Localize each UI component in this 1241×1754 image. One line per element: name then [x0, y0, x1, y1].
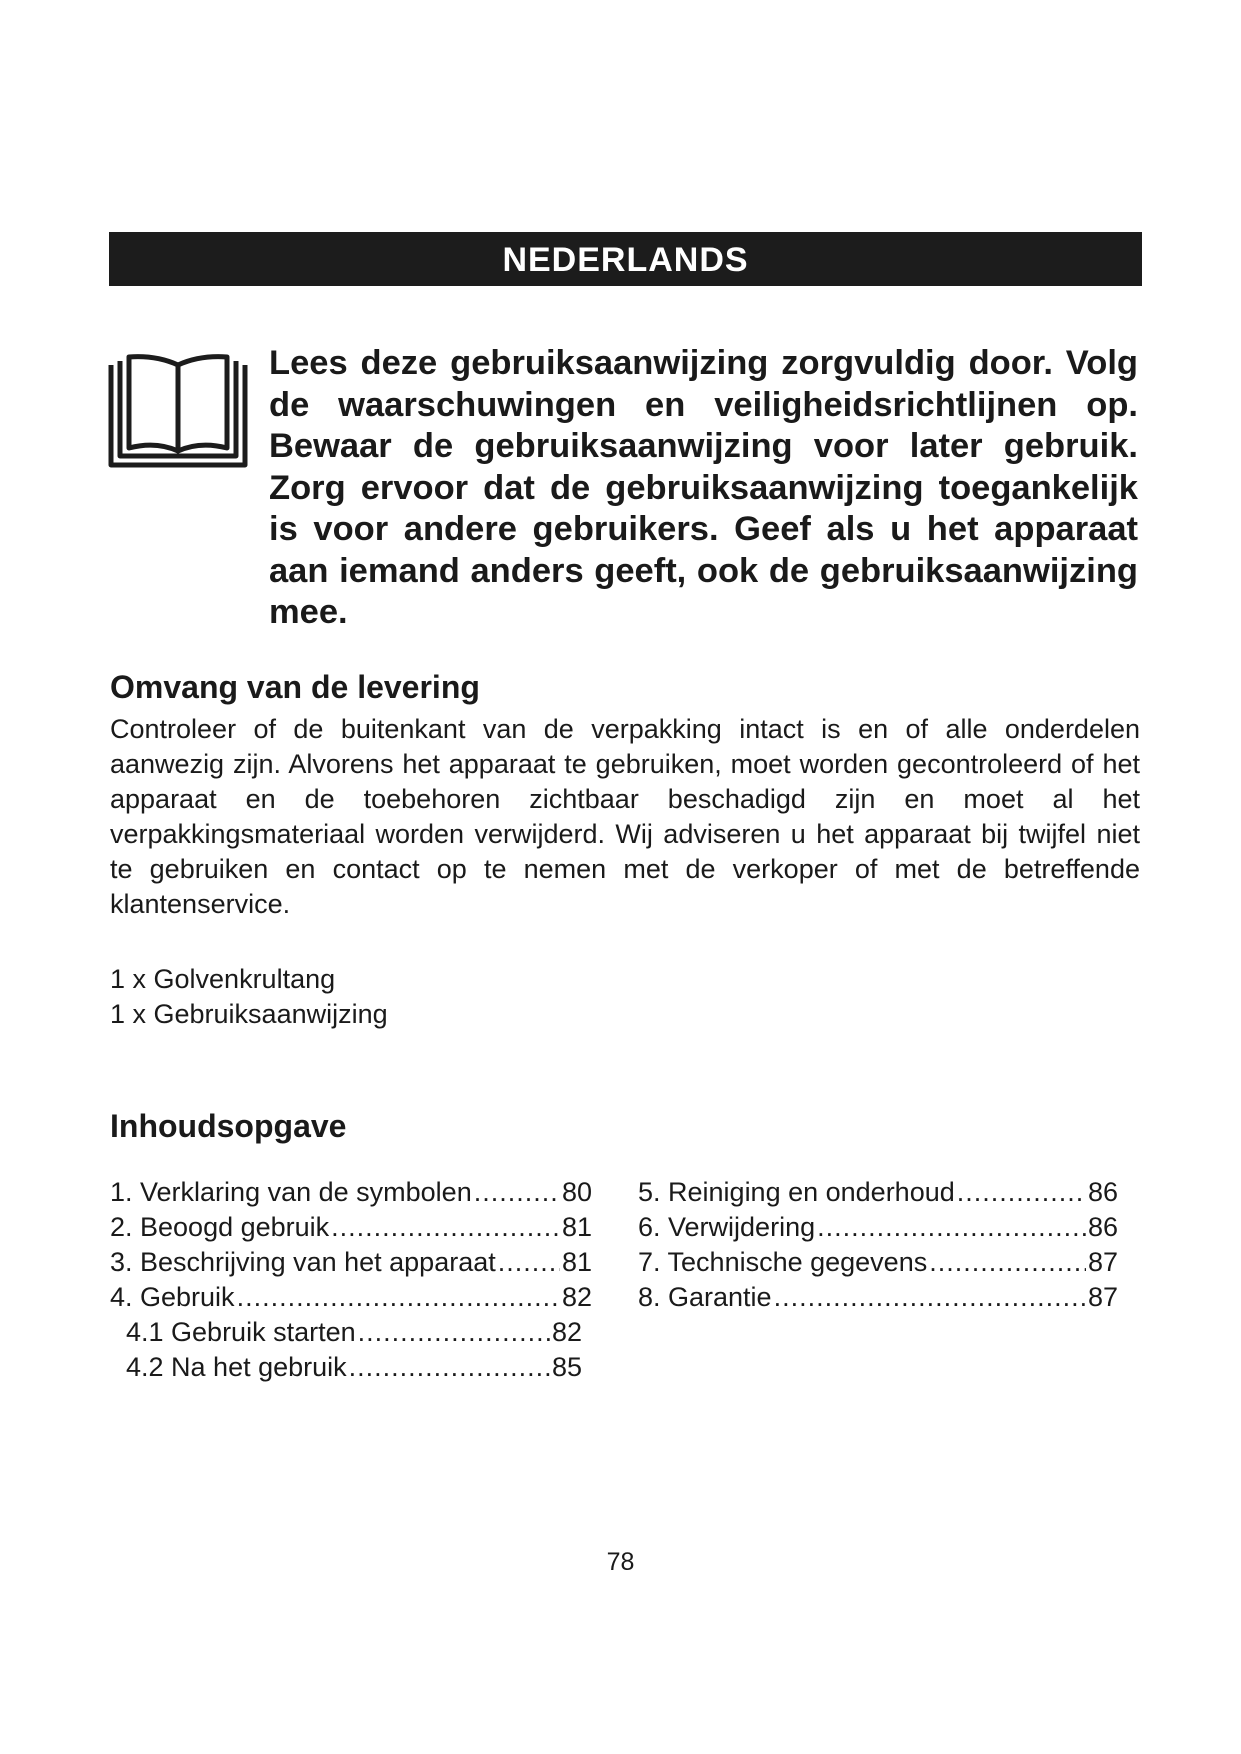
toc-leader	[331, 1210, 560, 1245]
toc-entry-label: 2. Beoogd gebruik	[110, 1212, 330, 1242]
toc-entry[interactable]	[638, 1280, 1118, 1315]
toc-entry[interactable]	[110, 1210, 592, 1245]
toc-left-column	[110, 1175, 592, 1385]
toc-leader	[237, 1280, 560, 1315]
toc-entry-label: 8. Garantie	[638, 1282, 772, 1312]
toc-leader	[474, 1175, 560, 1210]
toc-entry[interactable]	[110, 1280, 592, 1315]
toc-entry-page: 86	[1087, 1212, 1118, 1242]
toc-entry-page: 81	[561, 1247, 592, 1277]
toc-entry-page: 86	[1087, 1177, 1118, 1207]
toc-entry-label: 4.2 Na het gebruik	[126, 1352, 347, 1382]
toc-subentry[interactable]	[110, 1315, 582, 1350]
toc-entry[interactable]	[638, 1245, 1118, 1280]
toc-entry[interactable]	[638, 1210, 1118, 1245]
toc-entry-label: 3. Beschrijving van het apparaat	[110, 1247, 496, 1277]
toc-entry-page: 87	[1087, 1282, 1118, 1312]
page-number: 78	[606, 1548, 635, 1576]
toc-entry-label: 1. Verklaring van de symbolen	[110, 1177, 472, 1207]
toc-entry-page: 81	[561, 1212, 592, 1242]
toc-title: Inhoudsopgave	[110, 1108, 347, 1144]
toc-entry-page: 82	[561, 1282, 592, 1312]
toc-leader	[817, 1210, 1086, 1245]
toc-entry-page: 87	[1087, 1247, 1118, 1277]
toc-entry-page: 85	[551, 1352, 582, 1382]
toc-entry-label: 5. Reiniging en onderhoud	[638, 1177, 955, 1207]
toc-leader	[774, 1280, 1086, 1315]
toc-leader	[957, 1175, 1086, 1210]
toc-entry-page: 82	[551, 1317, 582, 1347]
toc-leader	[358, 1315, 550, 1350]
toc-entry-label: 6. Verwijdering	[638, 1212, 816, 1242]
toc-leader	[349, 1350, 550, 1385]
delivery-text: Controleer of de buitenkant van de verpakking intact is en of alle onderdelen aanwezig zijn. Alvorens het apparaat te gebruiken, moet worden gecontroleerd of het apparaat en de toebehoren zichtbaar beschadigd zijn en moet al het verpakkingsmateriaal worden verwijderd. Wij adviseren u het apparaat bij twijfel niet te gebruiken en contact op te nemen met de verkoper of met de betreffende klantenservice.	[110, 714, 1140, 919]
delivery-item: 1 x Golvenkrultang	[110, 964, 336, 994]
toc-subentry[interactable]	[110, 1350, 582, 1385]
toc-entry-page: 80	[561, 1177, 592, 1207]
toc-right-column	[638, 1175, 1118, 1315]
intro-text: Lees deze gebruiksaanwijzing zorgvuldig door. Volg de waarschuwingen en veiligheidsrichtlijnen op. Bewaar de gebruiksaanwijzing voor later gebruik. Zorg ervoor dat de gebruiksaanwijzing toegankelijk is voor andere gebruikers. Geef als u het apparaat aan iemand anders geeft, ook de gebruiksaanwijzing mee.	[269, 344, 1138, 631]
toc-entry-label: 7. Technische gegevens	[638, 1247, 928, 1277]
toc-entry-label: 4. Gebruik	[110, 1282, 235, 1312]
toc-entry[interactable]	[110, 1245, 592, 1280]
toc-entry[interactable]	[110, 1175, 592, 1210]
toc-leader	[498, 1245, 560, 1280]
delivery-list	[110, 962, 388, 1032]
toc-leader	[929, 1245, 1086, 1280]
toc-entry-label: 4.1 Gebruik starten	[126, 1317, 356, 1347]
toc-entry[interactable]	[638, 1175, 1118, 1210]
delivery-item: 1 x Gebruiksaanwijzing	[110, 999, 388, 1029]
language-header: NEDERLANDS	[109, 232, 1142, 286]
open-book-icon	[108, 353, 248, 473]
delivery-title: Omvang van de levering	[110, 669, 480, 705]
